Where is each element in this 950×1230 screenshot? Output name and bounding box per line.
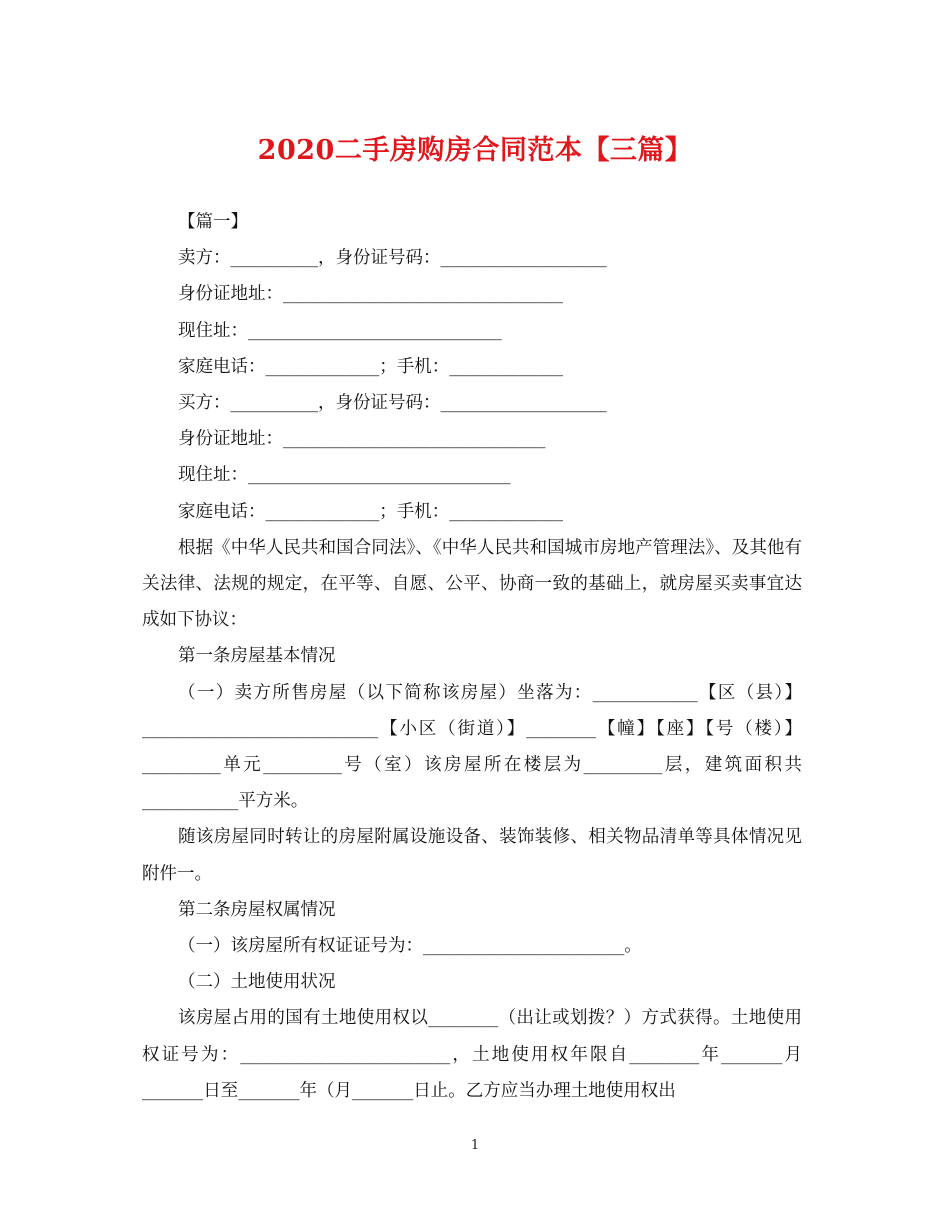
buyer-phone-line: 家庭电话：_____________；手机：_____________	[178, 501, 563, 522]
article-2-item-2: （二）土地使用状况	[178, 972, 336, 993]
article-1-paragraph: 随该房屋同时转让的房屋附属设施设备、装饰装修、相关物品清单等具体情况见附件一。	[142, 827, 802, 884]
article-2-item-1: （一）该房屋所有权证证号为：_______________________。	[178, 936, 642, 957]
article-2-paragraph: 该房屋占用的国有土地使用权以________（出让或划拨？）方式获得。土地使用权证号为：________________________，土地使用权年限自________年_______月_______日至_______年（月_______日止。乙方应当办理土地使用权出	[142, 1008, 802, 1101]
seller-id-address-line: 身份证地址：________________________________	[178, 284, 563, 305]
article-2-heading: 第二条房屋权属情况	[178, 899, 336, 920]
seller-current-address-line: 现住址：_____________________________	[178, 320, 502, 341]
seller-name-line: 卖方：__________，身份证号码：___________________	[178, 248, 607, 269]
page-number: 1	[470, 1138, 480, 1153]
seller-phone-line: 家庭电话：_____________；手机：_____________	[178, 356, 563, 377]
section-heading: 【篇一】	[178, 212, 248, 232]
article-1-heading: 第一条房屋基本情况	[178, 646, 336, 667]
article-1-item-1: （一）卖方所售房屋（以下简称该房屋）坐落为：____________【区（县）】___________________________【小区（街道）】________【幢】【座】【号（楼）】_________单元_________号（室）该房屋所在楼层为_________层，建筑面积共___________平方米。	[142, 682, 802, 812]
buyer-current-address-line: 现住址：______________________________	[178, 465, 511, 486]
buyer-id-address-line: 身份证地址：______________________________	[178, 429, 546, 450]
document-title: 2020二手房购房合同范本【三篇】	[257, 135, 693, 166]
preamble-paragraph: 根据《中华人民共和国合同法》、《中华人民共和国城市房地产管理法》、及其他有关法律、法规的规定，在平等、自愿、公平、协商一致的基础上，就房屋买卖事宜达成如下协议：	[142, 537, 802, 631]
document-body	[142, 204, 802, 1109]
buyer-name-line: 买方：__________，身份证号码：___________________	[178, 393, 607, 414]
